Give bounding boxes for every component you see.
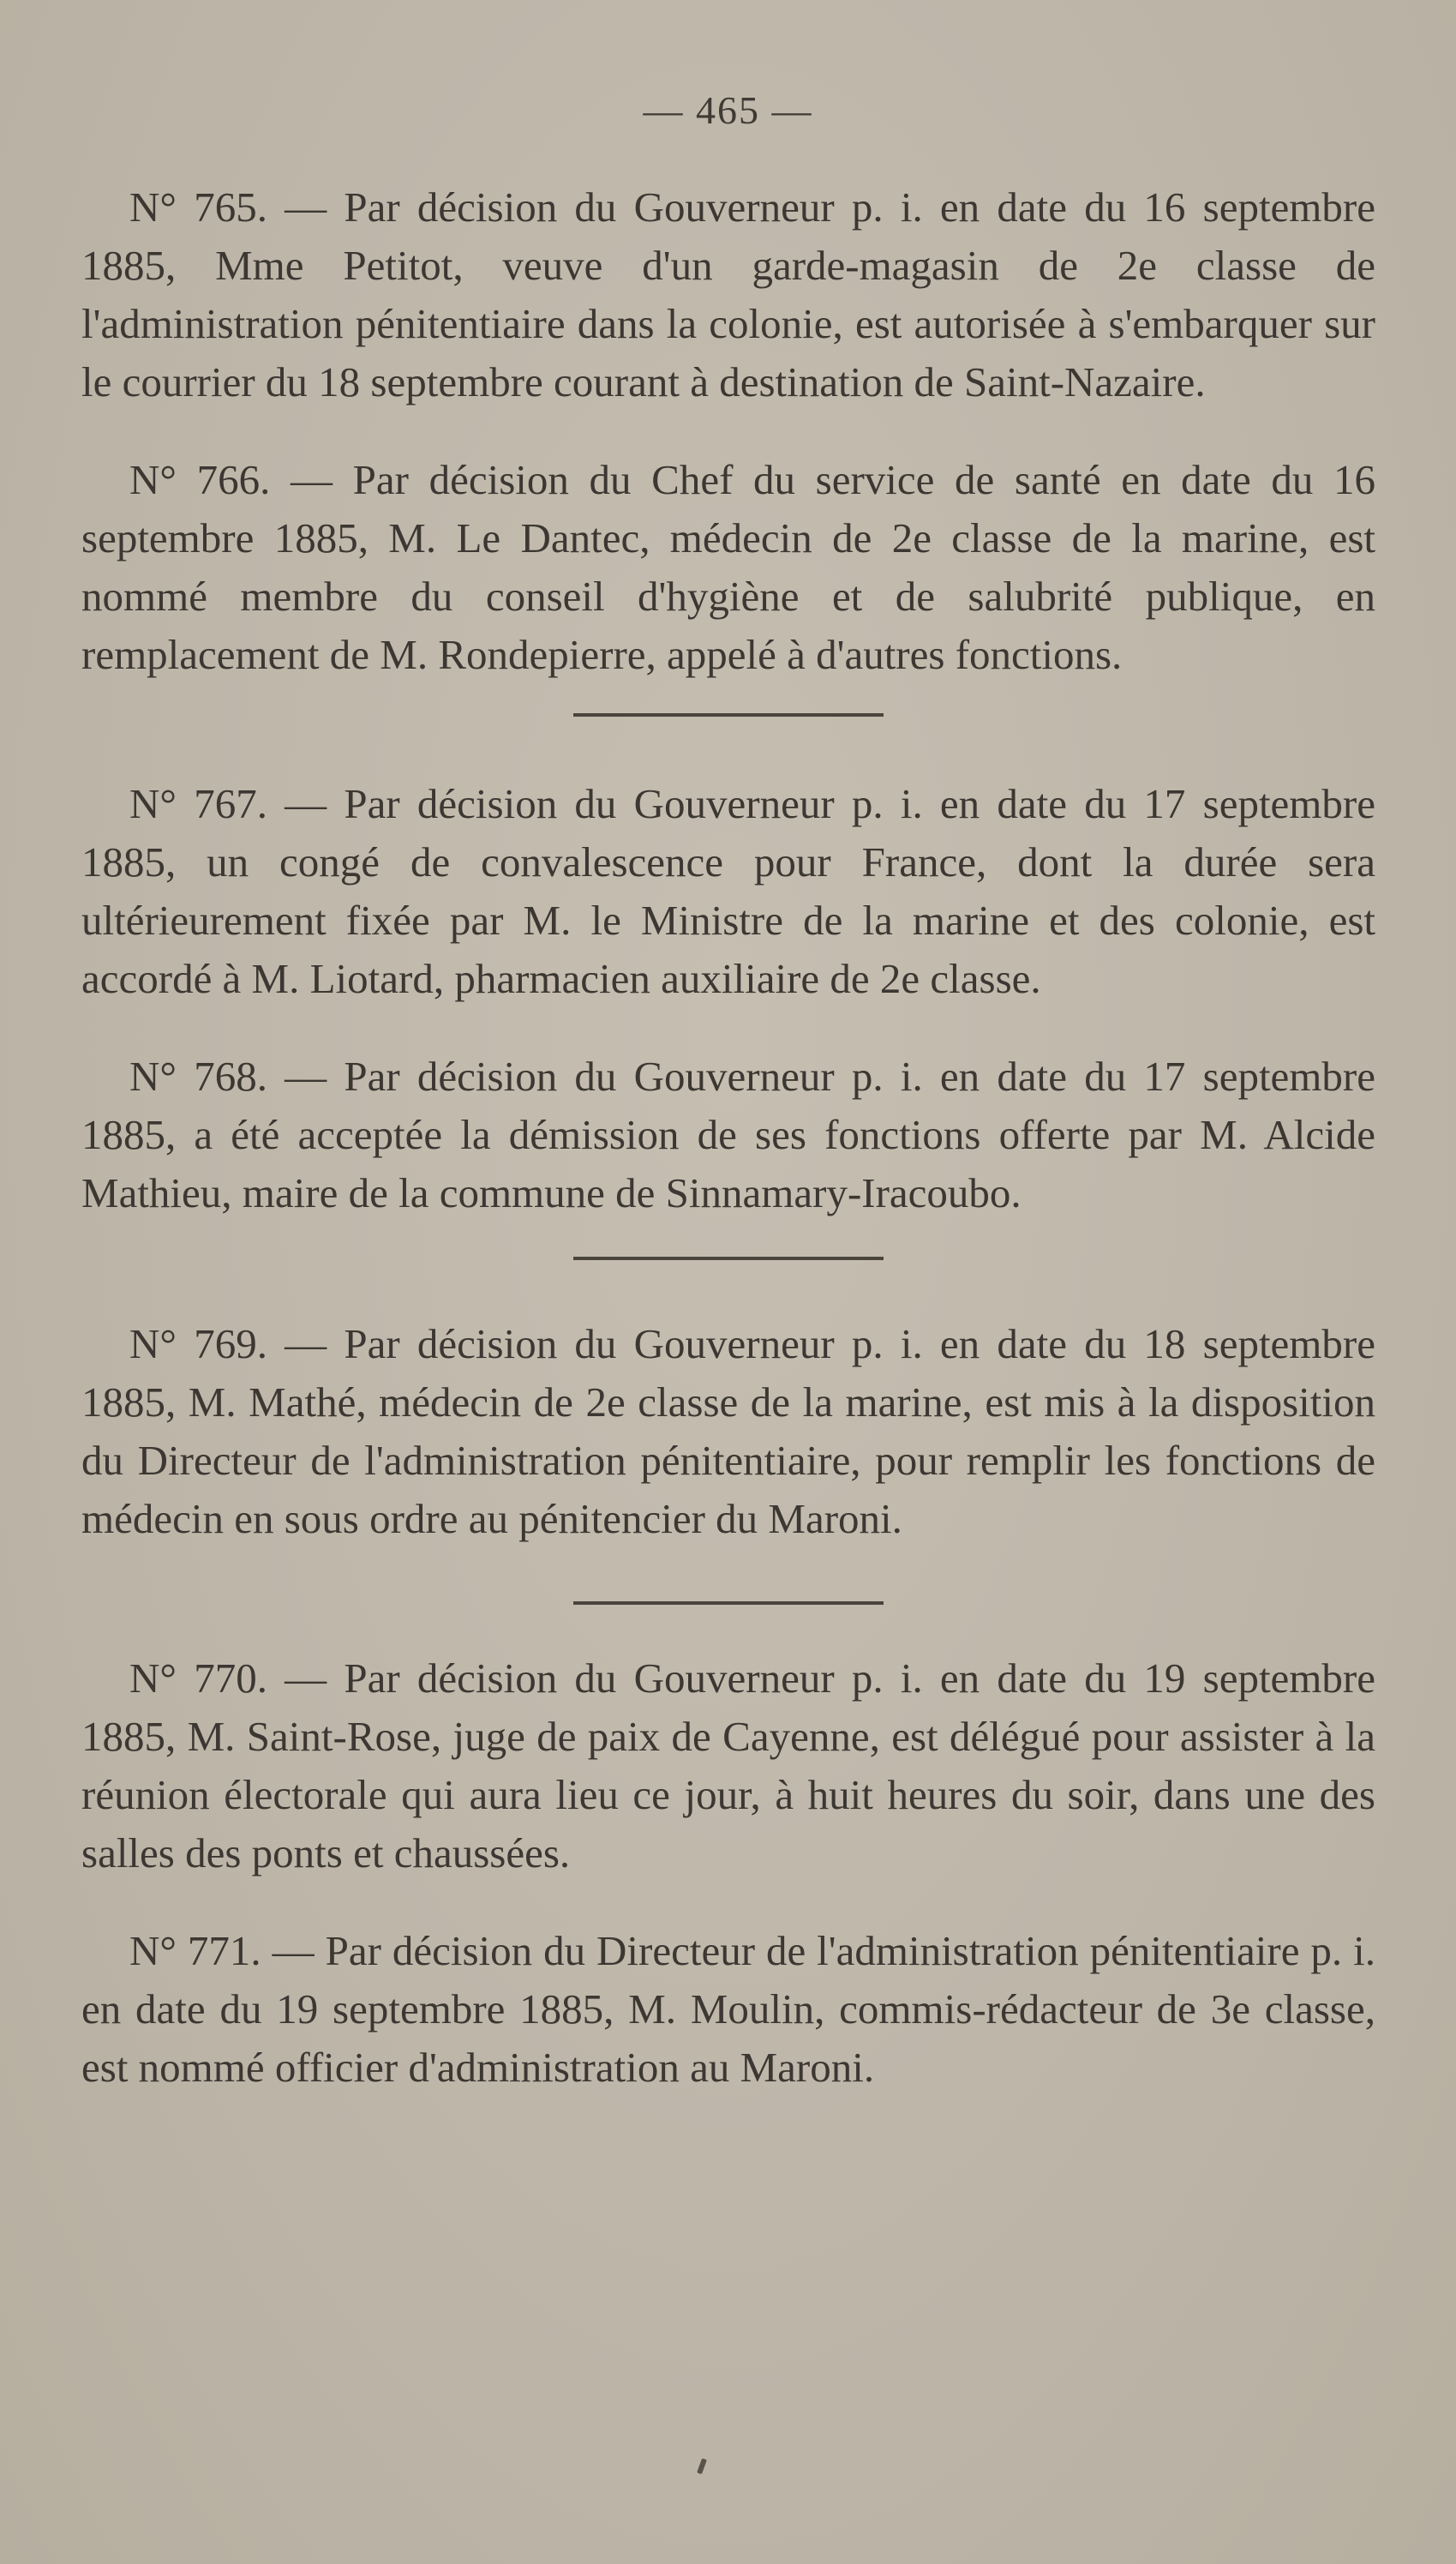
section-divider	[573, 1257, 884, 1260]
section-divider	[573, 713, 884, 717]
section-divider	[573, 1601, 884, 1605]
document-body	[81, 178, 1375, 2097]
entry-771: N° 771. — Par décision du Directeur de l'administration pénitentiaire p. i. en date du 19 septembre 1885, M. Moulin, commis-rédacteur de 3e classe, est nommé officier d'administration au Maroni.	[81, 1927, 1375, 2091]
entry-769: N° 769. — Par décision du Gouverneur p. i. en date du 18 septembre 1885, M. Mathé, médecin de 2e classe de la marine, est mis à la disposition du Directeur de l'administration pénitentiaire, pour remplir les fonctions de médecin en sous ordre au pénitencier du Maroni.	[81, 1320, 1375, 1542]
ink-mark	[697, 2459, 707, 2475]
entry-767: N° 767. — Par décision du Gouverneur p. i. en date du 17 septembre 1885, un congé de convalescence pour France, dont la durée sera ultérieurement fixée par M. le Ministre de la marine et des colonie, est accordé à M. Liotard, pharmacien auxiliaire de 2e classe.	[81, 780, 1375, 1002]
entry-768: N° 768. — Par décision du Gouverneur p. i. en date du 17 septembre 1885, a été acceptée la démission de ses fonctions offerte par M. Alcide Mathieu, maire de la commune de Sinnamary-Iracoubo.	[81, 1053, 1375, 1216]
entry-765: N° 765. — Par décision du Gouverneur p. i. en date du 16 septembre 1885, Mme Petitot, veuve d'un garde-magasin de 2e classe de l'administration pénitentiaire dans la colonie, est autorisée à s'embarquer sur le courrier du 18 septembre courant à destination de Saint-Nazaire.	[81, 183, 1375, 405]
entry-770: N° 770. — Par décision du Gouverneur p. i. en date du 19 septembre 1885, M. Saint-Rose, juge de paix de Cayenne, est délégué pour assister à la réunion électorale qui aura lieu ce jour, à huit heures du soir, dans une des salles des ponts et chaussées.	[81, 1654, 1375, 1876]
page-number: — 465 —	[643, 88, 813, 132]
entry-766: N° 766. — Par décision du Chef du service de santé en date du 16 septembre 1885, M. Le Dantec, médecin de 2e classe de la marine, est nommé membre du conseil d'hygiène et de salubrité publique, en remplacement de M. Rondepierre, appelé à d'autres fonctions.	[81, 456, 1375, 678]
